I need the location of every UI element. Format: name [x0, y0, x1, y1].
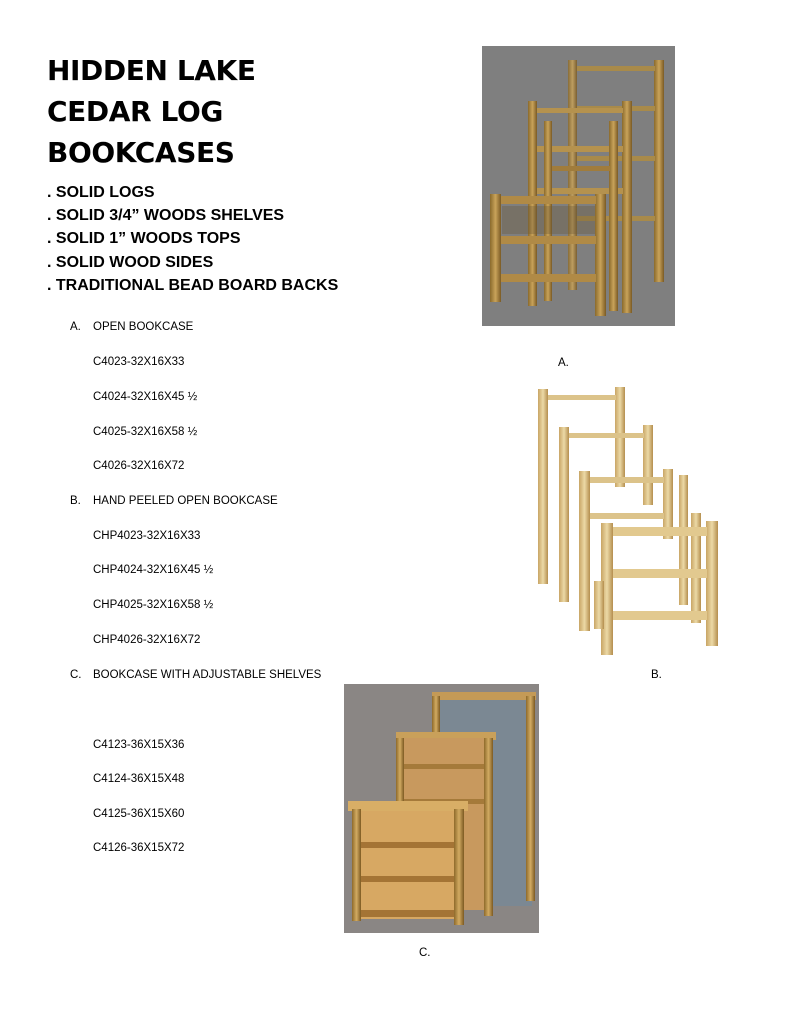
product-code: C4023-32X16X33: [93, 356, 185, 368]
bookcase-photo-c: [344, 684, 539, 933]
section-letter: A.: [70, 321, 81, 333]
product-code: CHP4023-32X16X33: [93, 530, 201, 542]
bookcase-photo-b: [531, 383, 723, 658]
section-letter: C.: [70, 669, 82, 681]
product-code: C4026-32X16X72: [93, 460, 185, 472]
photo-caption-b: B.: [651, 669, 662, 681]
feature-item: . SOLID WOOD SIDES: [47, 253, 214, 271]
product-code: C4024-32X16X45 ½: [93, 391, 198, 403]
title-line: BOOKCASES: [47, 136, 235, 169]
section-name: OPEN BOOKCASE: [93, 321, 194, 333]
product-code: CHP4025-32X16X58 ½: [93, 599, 214, 611]
product-code: CHP4026-32X16X72: [93, 634, 201, 646]
feature-item: . SOLID 3/4” WOODS SHELVES: [47, 207, 285, 225]
photo-caption-a: A.: [558, 357, 569, 369]
feature-item: . SOLID LOGS: [47, 184, 155, 201]
product-code: C4123-36X15X36: [93, 739, 185, 751]
feature-item: . SOLID 1” WOODS TOPS: [47, 230, 241, 248]
section-heading-b: [70, 494, 278, 508]
section-name: HAND PEELED OPEN BOOKCASE: [93, 495, 278, 507]
product-code: C4126-36X15X72: [93, 842, 185, 854]
photo-caption-c: C.: [419, 947, 431, 959]
feature-list: [47, 181, 338, 297]
section-heading-c: [70, 668, 321, 682]
product-code: C4125-36X15X60: [93, 808, 185, 820]
section-letter: B.: [70, 495, 81, 507]
product-code: C4025-32X16X58 ½: [93, 426, 198, 438]
product-code: C4124-36X15X48: [93, 773, 185, 785]
page-title: [47, 50, 256, 173]
feature-item: . TRADITIONAL BEAD BOARD BACKS: [47, 276, 339, 294]
bookcase-photo-a: [482, 46, 675, 326]
title-line: HIDDEN LAKE: [47, 54, 256, 87]
section-heading-a: [70, 320, 193, 334]
section-name: BOOKCASE WITH ADJUSTABLE SHELVES: [93, 669, 322, 681]
product-code: CHP4024-32X16X45 ½: [93, 564, 214, 576]
title-line: CEDAR LOG: [47, 95, 223, 128]
